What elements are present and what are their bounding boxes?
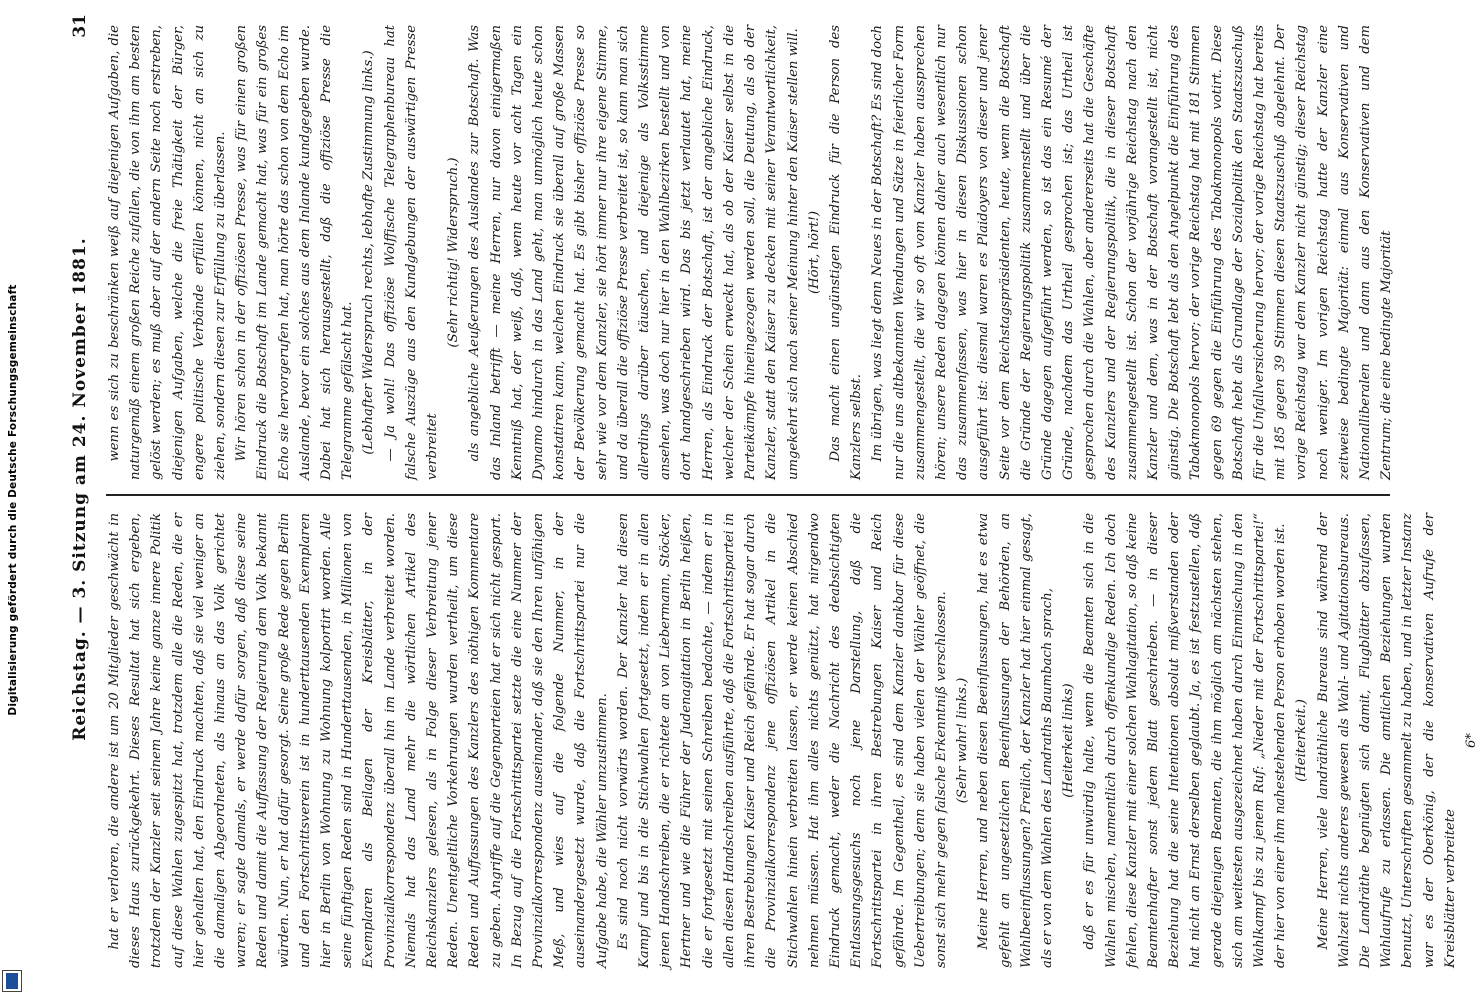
paragraph: wenn es sich zu beschränken weiß auf diejenigen Aufgaben, die naturgemäß einem großen Reiche zufallen, die von ihm am besten gelöst werden; es muß aber auf der andern Seite noch erstreben, diejenigen Aufgaben, welche die freie Thätigkeit der Bürger, engere politische Verbände erfüllen können, nicht an sich zu ziehen, sondern diesen zur Erfüllung zu überlassen. <box>107 25 229 480</box>
rotated-newspaper-page <box>70 10 1479 968</box>
text-column-right <box>104 25 1394 480</box>
paragraph: daß er es für unwürdig halte, wenn die Beamten sich in die Wahlen mischen, namentlich durch offenkundige Reden. Ich doch fehlen, diese Kanzler mit einer solchen Wahlagitation, so daß keine Beamtenhafter sonst jedem Blatt geschrieben. — in dieser Beziehung hat die seine Intentionen absolut mißverstanden oder hat nicht an Ernst derselben geglaubt. Ja, es ist festzustellen, daß gerade diejenigen Beamten, die ihm möglich am nächsten stehen, sich am weitesten ausgezeichnet haben durch Einmischung in den Wahlkampf bis zu jenem Ruf: „Nieder mit der Fortschrittspartei!“ der hier von einer ihm nahestehenden Person erhoben worden ist. <box>1082 513 1289 968</box>
running-title: Reichstag. — 3. Sitzung am 24. November 1881. <box>70 237 90 741</box>
dfg-logo-icon <box>2 970 22 992</box>
digitization-credit-strip <box>0 0 26 1000</box>
paragraph: Meine Herren, viele landräthliche Bureaus sind während der Wahlzeit nichts anderes gewesen als Wahl- und Agitationsbureaus. Die Landräthe begnügten sich damit, Flugblätter abzufassen, Wahlaufrufe zu erlassen. Die amtlichen Beziehungen wurden benutzt, Unterschriften gesammelt zu haben, und in letzter Instanz war es der Oberkönig, der die konservativen Aufrufe der Kreisblätter verbreitete <box>1315 513 1458 968</box>
interjection-line: (Lebhafter Widerspruch rechts, lebhafte Zustimmung links.) <box>361 50 377 455</box>
digitization-credit-text: Digitalisierung gefördert durch die Deutsche Forschungsgemeinschaft <box>7 284 19 716</box>
paragraph: Meine Herren, und neben diesen Beeinflussungen, hat es etwa gefehlt an ungesetzlichen Beeinflussungen der Behörden, an Wahlbeeinflussungen? Freilich, der Kanzler hat hier einmal gesagt, als er von dem Wahlen des Landraths Baumbach sprach, <box>976 513 1055 968</box>
page-number: 31 <box>70 14 90 38</box>
paragraph: Das macht einen ungünstigen Eindruck für die Person des Kanzlers selbst. <box>827 25 865 480</box>
text-column-left <box>104 513 1479 968</box>
interjection-line: (Hört, hört!) <box>806 210 822 295</box>
interjection-line: (Heiterkeit.) <box>1294 699 1310 782</box>
paragraph: Wir hören schon in der offiziösen Presse, was für einen großen Eindruck die Botschaft im Lande gemacht hat, was für ein großes Echo sie hervorgerufen hat, man hörte das schon von dem Echo im Auslande, bevor ein solches aus dem Inlande kundgegeben wurde. Dabei hat sich herausgestellt, daß die offiziöse Presse die Telegramme gefälscht hat. <box>234 25 356 480</box>
interjection-line: 6* <box>1464 733 1479 748</box>
interjection-line: (Heiterkeit links) <box>1061 683 1077 798</box>
paragraph: — Ja wohl! Das offiziöse Wolffische Telegraphenbureau hat falsche Auszüge aus den Kundgebungen der auswärtigen Presse verbreitet <box>382 25 441 480</box>
paragraph: Es sind noch nicht vorwärts worden. Der Kanzler hat diesen Kampf und bis in die Stichwahlen fortgesetzt, indem er in allen jenen Handschreiben, die er richtete an von Liebermann, Stöcker, Hertner und wie die Führer der Judenagitation in Berlin heißen, die er fortgesetzt mit seinen Schreiben bedachte, — indem er in allen diesen Handschreiben ausführte, daß die Fortschrittspartei in ihren Bestrebungen Kaiser und Reich gefährde. Er hat sogar durch die Provinzialkorrespondenz jene offiziösen Artikel in die Stichwahlen hinein verbreiten lassen, er werde keinen Abschied nehmen müssen. Hat ihm alles nichts genützt, hat nirgendwo Eindruck gemacht, weder die Nachricht des deabsichtigten Entlassungsgesuchs noch jene Darstellung, daß die Fortschrittspartei in ihren Bestrebungen Kaiser und Reich gefährde. Im Gegentheil, es sind dem Kanzler dankbar für diese Uebertreibungen; denn sie haben vielen der Wähler geöffnet, die sonst sich mehr gegen falsche Erkenntniß verschlossen. <box>615 513 949 968</box>
interjection-line: (Sehr richtig! Widerspruch.) <box>446 157 462 348</box>
paragraph: Im übrigen, was liegt denn Neues in der Botschaft? Es sind doch nur die uns altbekannten Wendungen und Sätze in feierlicher Form zusammengestellt, die wir so oft vom Kanzler haben aussprechen hören; unsere Reden dagegen können daher auch wesentlich nur das zusammenfassen, was hier in diesen Diskussionen schon ausgeführt ist: diesmal waren es Plaidoyers von dieser und jener Seite vor dem Reichstagspräsidenten, heute, wenn die Botschaft die Gründe der Regierungspolitik zusammenstellt und über die Gründe dagegen aufgeführt werden, so ist das ein Resumé der Gründe, nachdem das Urtheil gesprochen ist; das Urtheil ist gesprochen durch die Wahlen, aber andererseits hat die Geschäfte des Kanzlers und der Regierungspolitik, die in dieser Botschaft zusammengestellt ist. Schon der vorjährige Reichstag nach den Kanzler und dem, was in der Botschaft vorangestellt ist, nicht günstig. Die Botschaft lebt als den Angelpunkt die Einführung des Tabakmonopols hervor; der vorige Reichstag hat mit 181 Stimmen gegen 69 gegen die Einführung des Tabakmonopols votirt. Diese Botschaft hebt als Grundlage der Sozialpolitik den Staatszuschuß für die Unfallversicherung hervor; der vorige Reichstag hat bereits mit 185 gegen 39 Stimmen diesen Staatszuschuß abgelehnt. Der vorige Reichstag war dem Kanzler nicht günstig; dieser Reichstag noch weniger. Im vorigen Reichstag hatte der Kanzler eine zeitweise bedingte Majorität: einmal aus Konservativen und Nationalliberalen und dann aus den Konservativen und dem Zentrum; die eine bedingte Majorität <box>870 25 1395 480</box>
page-header <box>70 10 94 968</box>
paragraph: als angebliche Aeußerungen des Auslandes zur Botschaft. Was das Inland betrifft — meine Herren, nur davon einigermaßen Kenntniß hat, der weiß, daß, wenn heute vor acht Tagen ein Dynamo hindurch in das Land geht, man unmöglich heute schon konstatiren kann, welchen Eindruck sie überall auf große Massen der Bevölkerung gemacht hat. Es gibt bisher offiziöse Presse so sehr wie vor dem Kanzler, sie hört immer nur ihre eigene Stimme, und da überall die offiziöse Presse verbreitet ist, so kann man sich allerdings darüber täuschen, und diejenige als Volksstimme ansehen, was doch nur hier in den Wahlbezirken bestellt und von dort handgeschrieben wird. Das bis jetzt verlautet hat, meine Herren, als Eindruck der Botschaft, ist der angebliche Eindruck, welcher der Schein erweckt hat, als ob der Kaiser selbst in die Parteikämpfe hineingezogen werden soll, die Deutung, als ob der Kanzler, statt den Kaiser zu decken mit seiner Verantwortlichkeit, umgekehrt sich nach seiner Meinung hinter den Kaiser stellen will. <box>467 25 801 480</box>
column-divider <box>106 494 1390 496</box>
interjection-line: (Sehr wahr! links.) <box>955 677 971 804</box>
paragraph: hat er verloren, die andere ist um 20 Mitglieder geschwächt in dieses Haus zurückgekehrt. Dieses Resultat hat sich ergeben, trotzdem der Kanzler seit seinem Jahre keine ganze innere Politik auf diese Wahlen zugespitzt hat, trotzdem alle die Reden, die er hier gehalten hat, den Eindruck machten, daß sie viel weniger an die damaligen Abgeordneten, als hinaus an das Volk gerichtet waren; er sagte damals, er werde dafür sorgen, daß diese seine Reden und damit die Auffassung der Regierung dem Volk bekannt würden. Nun, er hat dafür gesorgt. Seine große Rede gegen Berlin und den Fortschrittsverein ist in hunderttausenden Exemplaren hier in Berlin von Wohnung zu Wohnung kolportirt worden. Alle seine fünftigen Reden sind in Hunderttausenden, in Millionen von Exemplaren als Beilagen der Kreisblätter, in der Provinzialkorrespondenz überall hin im Lande verbreitet worden. Niemals hat das Land mehr die wörtlichen Artikel des Reichskanzlers gelesen, als in Folge dieser Verbreitung jener Reden. Unentgeltliche Vorkehrungen wurden vertheilt, um diese Reden und Auffassungen des Kanzlers des nöthigen Kommentare zu geben. Angriffe auf die Gegenparteien hat er sich nicht gespart. In Bezug auf die Fortschrittspartei setzte die eine Nummer der Provinzialkorrespondenz auseinander, daß sie den Ihren unfähigen Meß, und wies auf die folgende Nummer, in der auseinandergesetzt wurde, daß die Fortschrittspartei nur die Aufgabe habe, die Wähler umzustimmen. <box>107 513 610 968</box>
dfg-logo-bar <box>6 973 18 989</box>
